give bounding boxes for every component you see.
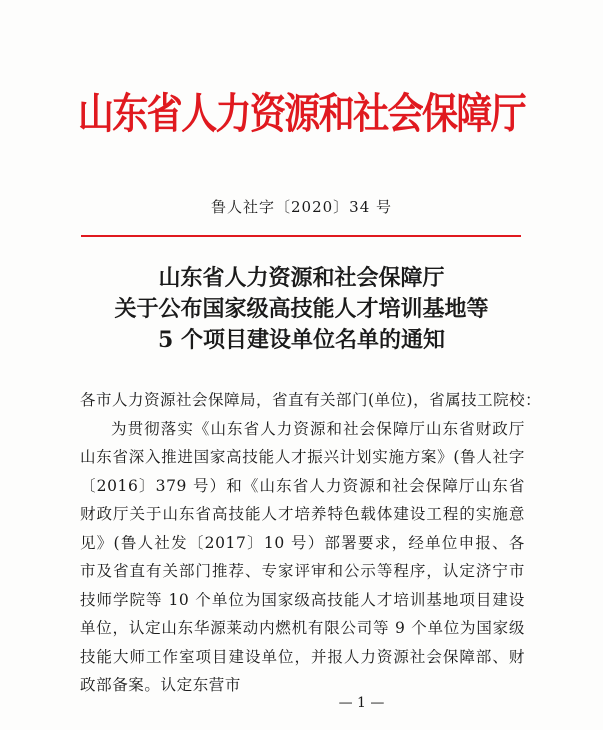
body-paragraph: 为贯彻落实《山东省人力资源和社会保障厅山东省财政厅山东省深入推进国家高技能人才振兴计划实施方案》(鲁人社字〔2016〕379 号）和《山东省人力资源和社会保障厅山东省财政厅关于山东省高技能人才培养特色载体建设工程的实施意见》(鲁人社发〔2017〕10 号）部署要求，经单位申报、各市及省直有关部门推荐、专家评审和公示等程序，认定济宁市技师学院等 10 个单位为国家级高技能人才培训基地项目建设单位，认定山东华源莱动内燃机有限公司等 9 个单位为国家级技能大师工作室项目建设单位，并报人力资源社会保障部、财政部备案。认定东营市 [80, 419, 525, 694]
red-separator-line [81, 235, 521, 237]
title-line-1: 山东省人力资源和社会保障厅 [158, 265, 445, 291]
salutation: 各市人力资源社会保障局，省直有关部门(单位)，省属技工院校： [80, 391, 542, 409]
title-line-2: 关于公布国家级高技能人才培训基地等 [114, 296, 489, 322]
issuing-authority-header: 山东省人力资源和社会保障厅 [77, 89, 526, 138]
title-line-3: 5 个项目建设单位名单的通知 [158, 327, 445, 353]
notice-body [80, 386, 542, 700]
notice-title [0, 263, 603, 356]
document-number: 鲁人社字〔2020〕34 号 [210, 198, 393, 216]
page-number: — 1 — [338, 695, 385, 711]
